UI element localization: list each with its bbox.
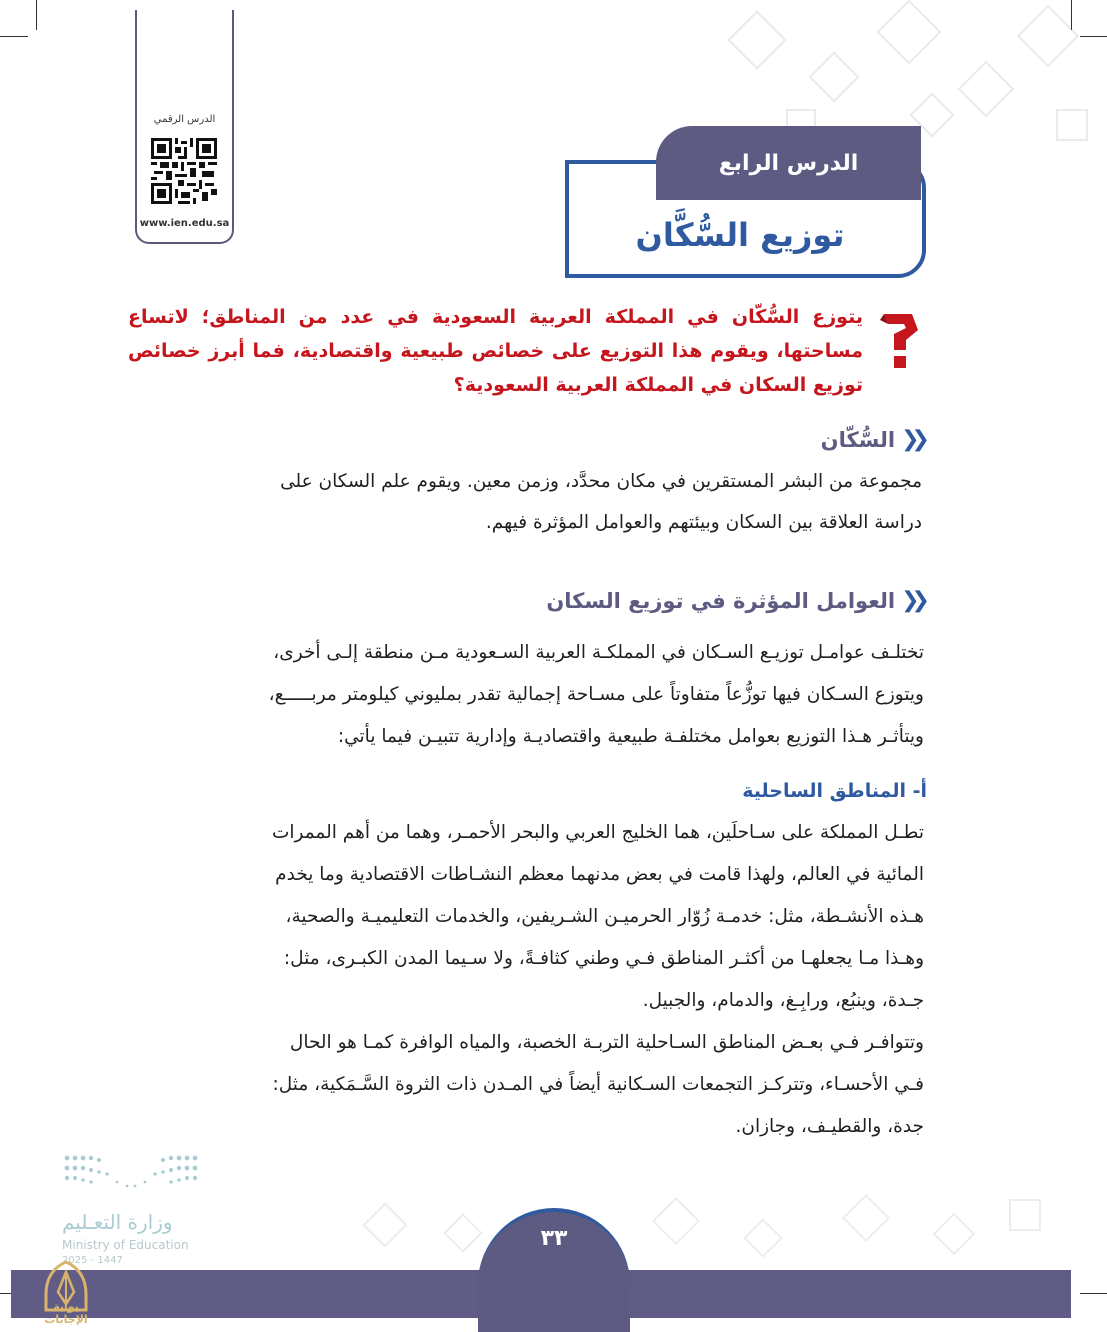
paragraph-line: جدة، والقطيـف، وجازان. <box>735 1116 924 1137</box>
ministry-logo-dots <box>62 1152 202 1198</box>
lesson-number-tab: الدرس الرابع <box>656 126 921 200</box>
page-number: ٣٣ <box>540 1226 568 1251</box>
section-heading-text: العوامل المؤثرة في توزيع السكان <box>546 588 896 613</box>
paragraph-line: ويتأثـر هـذا التوزيع بعوامل مختلفـة طبيعية واقتصاديـة وإدارية تتبيـن فيما يأتي: <box>337 726 924 747</box>
paragraph-line: المائية في العالم، ولهذا قامت في بعض مدنهما معظم النشـاطات الاقتصادية وما يخدم <box>275 864 924 885</box>
section-heading-text: السُّكّان <box>820 427 896 452</box>
lesson-title: توزيع السُّكَّان <box>635 216 845 254</box>
qr-code-icon[interactable] <box>151 138 217 204</box>
double-chevron-icon: ❮❮ <box>901 427 922 452</box>
ministry-name-english: Ministry of Education <box>62 1238 189 1252</box>
subsection-heading-coastal: أ- المناطق الساحلية <box>742 780 927 802</box>
paragraph-line: تطـل المملكة على سـاحلَين، هما الخليج العربي والبحر الأحمـر، وهما من أهم الممرات <box>271 822 924 843</box>
paragraph-line: وهـذا مـا يجعلهـا من أكثـر المناطق فـي وطني كثافـةً، ولا سـيما المدن الكبـرى، مثل: <box>283 948 924 969</box>
section-heading-population <box>821 427 922 452</box>
paragraph-line: تختلـف عوامـل توزيـع السـكان في المملكـة العربية السـعودية مـن منطقة إلـى أخرى، <box>273 642 924 663</box>
paragraph-line: هـذه الأنشـطة، مثل: خدمـة زُوّار الحرميـن الشـريفين، والخدمات التعليميـة والصحية، <box>285 906 924 927</box>
paragraph-line: ويتوزع السـكان فيها توزُّعاً متفاوتاً على مسـاحة إجمالية تقدر بمليوني كيلومتر مربـــــع، <box>268 684 924 705</box>
definition-line: مجموعة من البشر المستقرين في مكان محدَّد، وزمن معين. ويقوم علم السكان على <box>280 471 922 492</box>
paragraph-line: وتتوافـر فـي بعـض المناطق السـاحلية التربـة الخصبة، والمياه الوافرة كمـا هو الحال <box>289 1032 924 1053</box>
crop-mark <box>36 0 37 30</box>
paragraph-line: فـي الأحسـاء، وتتركـز التجمعات السـكانية أيضاً في المـدن ذات الثروة السَّـمَكية، مثل: <box>272 1074 924 1095</box>
question-mark-icon <box>878 310 920 374</box>
ministry-year: 2025 - 1447 <box>62 1255 123 1266</box>
digital-lesson-card[interactable] <box>135 10 234 244</box>
section-heading-factors <box>546 588 922 613</box>
crop-mark <box>0 36 28 37</box>
crop-mark <box>1080 1293 1107 1294</box>
site-logo-text: بوابة الإجابات <box>44 1300 88 1326</box>
website-url[interactable]: www.ien.edu.sa <box>139 218 230 229</box>
definition-line: دراسة العلاقة بين السكان وبيئتهم والعوامل المؤثرة فيهم. <box>485 512 922 533</box>
double-chevron-icon: ❮❮ <box>901 588 922 613</box>
ministry-name-arabic: وزارة التعـليم <box>62 1210 173 1234</box>
paragraph-line: جـدة، وينبُع، ورابِـغ، والدمام، والجبيل. <box>642 990 924 1011</box>
digital-lesson-label: الدرس الرقمي <box>153 114 216 125</box>
intro-question: يتوزع السُّكّان في المملكة العربية السعودية في عدد من المناطق؛ لاتساع مساحتها، ويقوم هذا التوزيع على خصائص طبيعية واقتصادية، فما أبرز خصائص توزيع السكان في المملكة العربية السعودية؟ <box>128 306 863 396</box>
decorative-pattern <box>330 1190 1070 1270</box>
